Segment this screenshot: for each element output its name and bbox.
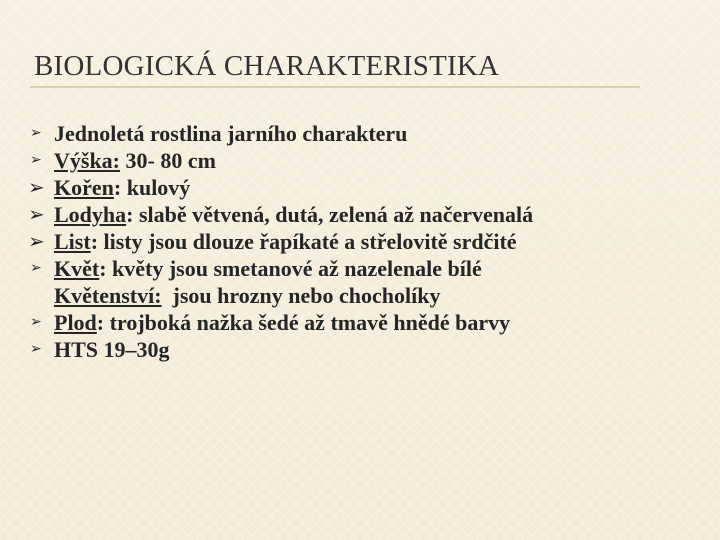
bullet-text: slabě větvená, dutá, zelená až načervenalá: [133, 202, 534, 227]
slide-title: BIOLOGICKÁ CHARAKTERISTIKA: [34, 50, 500, 82]
arrow-bullet-icon: ➢: [30, 314, 42, 330]
bullet-item-root: [28, 174, 708, 201]
bullet-list: [28, 120, 708, 363]
arrow-bullet-icon: ➢: [30, 125, 42, 141]
bullet-term: Kořen: [54, 175, 114, 200]
bullet-separator: :: [96, 310, 105, 335]
bullet-item-hts: [28, 336, 708, 363]
arrow-bullet-icon: ➢: [28, 229, 45, 253]
bullet-term: Květ: [54, 256, 100, 281]
bullet-continuation: [54, 282, 708, 309]
arrow-bullet-icon: ➢: [28, 175, 45, 199]
arrow-bullet-icon: ➢: [30, 152, 42, 168]
bullet-text: listy jsou dlouze řapíkaté a střelovitě srdčité: [98, 229, 517, 254]
bullet-text: HTS 19–30g: [54, 337, 170, 362]
arrow-bullet-icon: ➢: [28, 202, 45, 226]
bullet-text: 30- 80 cm: [120, 148, 216, 173]
bullet-term: Květenství:: [54, 283, 162, 308]
bullet-term: List: [54, 229, 91, 254]
bullet-item-leaf: [28, 228, 708, 255]
bullet-separator: :: [90, 229, 99, 254]
bullet-text: kulový: [121, 175, 191, 200]
bullet-separator: :: [99, 256, 107, 281]
bullet-item-stem: [28, 201, 708, 228]
bullet-term: Lodyha: [54, 202, 127, 227]
title-divider: [30, 86, 640, 88]
bullet-term: Výška:: [54, 148, 121, 173]
bullet-separator: :: [113, 175, 122, 200]
bullet-item-fruit: [28, 309, 708, 336]
arrow-bullet-icon: ➢: [30, 341, 42, 357]
bullet-item-annual: [28, 120, 708, 147]
bullet-term: Plod: [54, 310, 97, 335]
bullet-text: trojboká nažka šedé až tmavě hnědé barvy: [104, 310, 511, 335]
bullet-text: jsou hrozny nebo chocholíky: [161, 283, 441, 308]
bullet-text: Jednoletá rostlina jarního charakteru: [54, 121, 408, 146]
bullet-item-height: [28, 147, 708, 174]
bullet-text: květy jsou smetanové až nazelenale bílé: [106, 256, 482, 281]
bullet-separator: :: [126, 202, 134, 227]
bullet-item-flower: [28, 255, 708, 309]
arrow-bullet-icon: ➢: [30, 260, 42, 276]
